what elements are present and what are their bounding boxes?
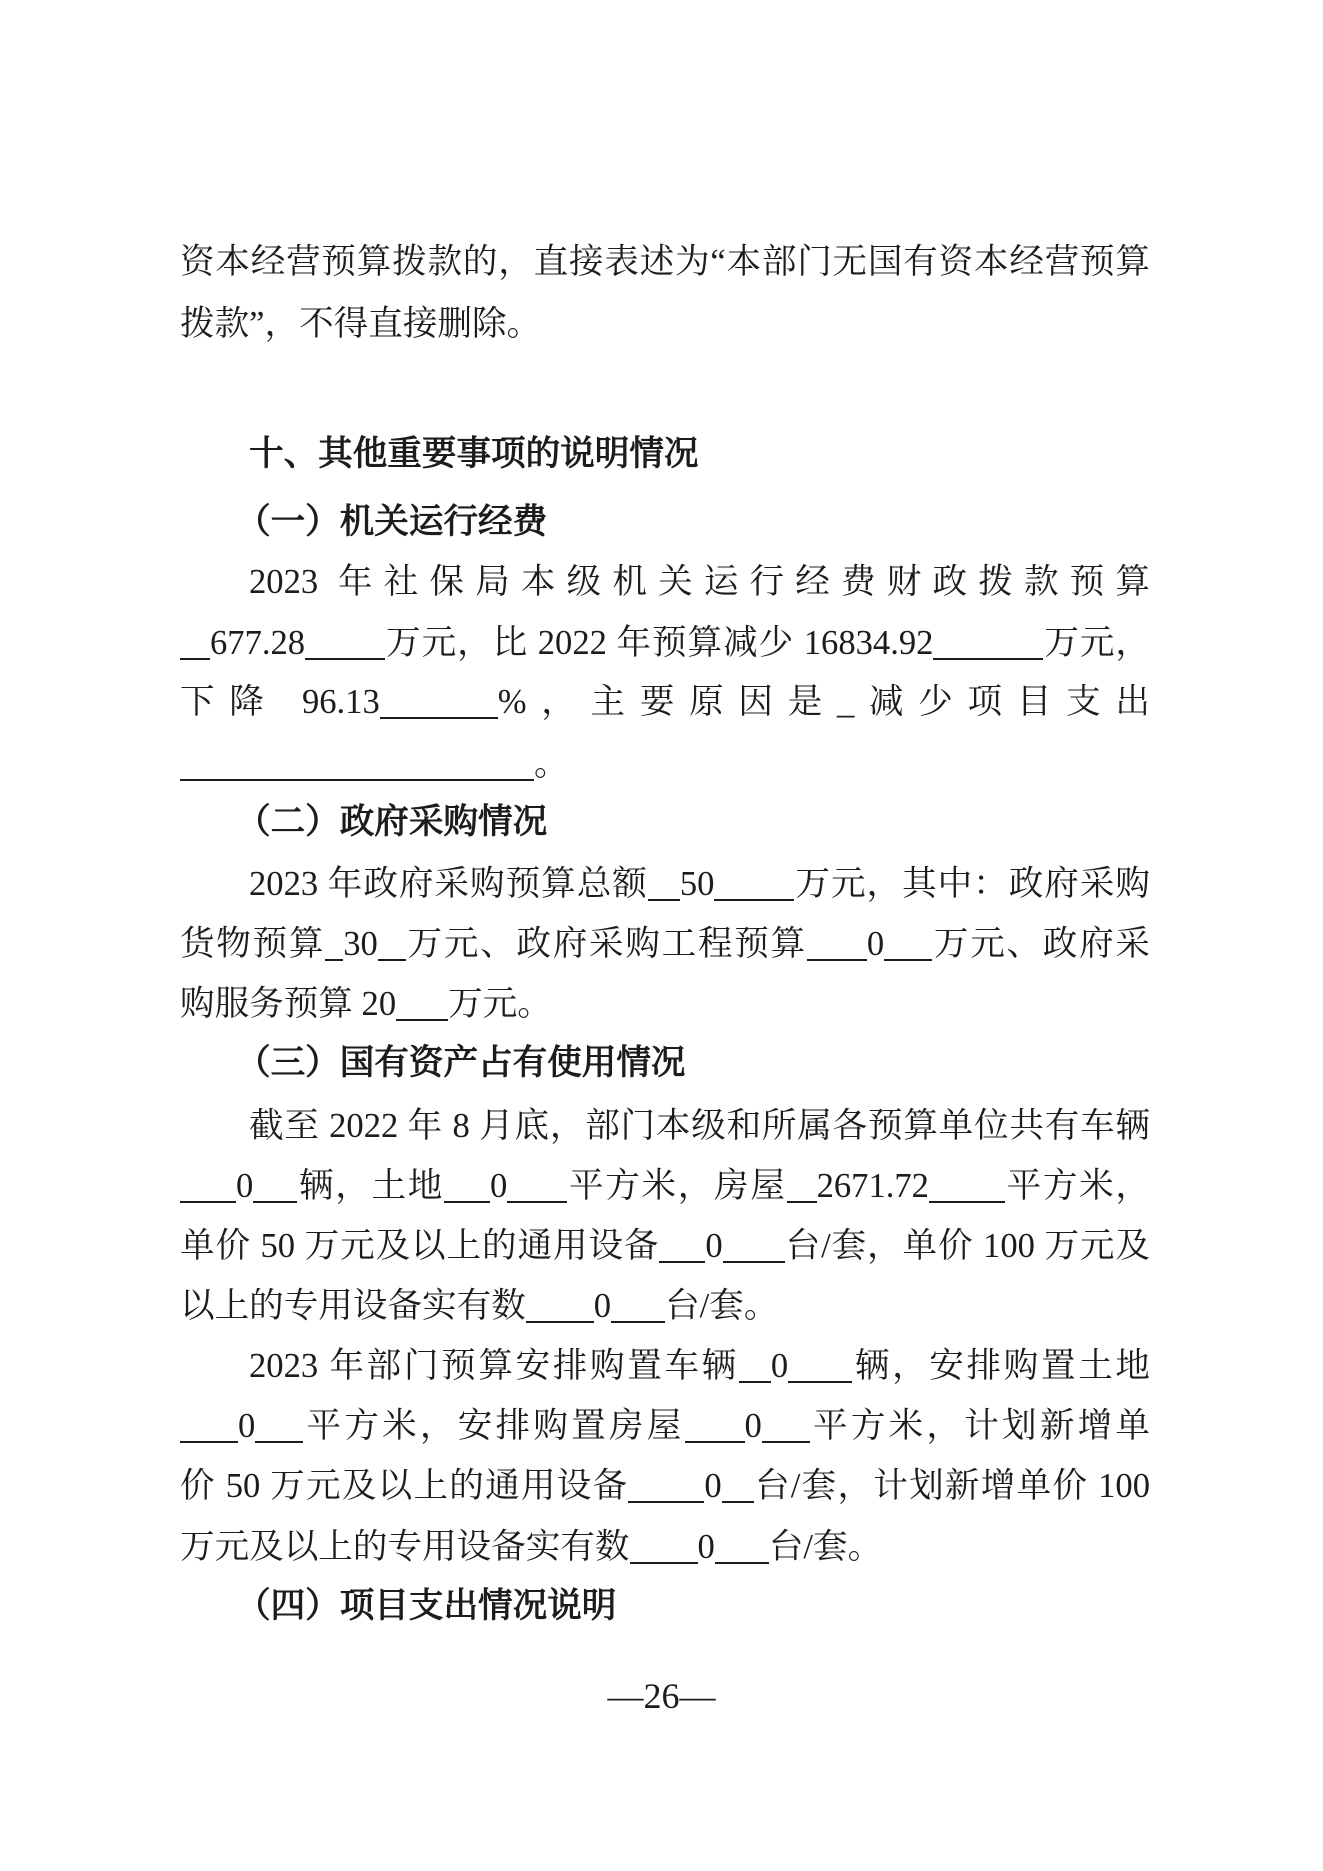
planned-land: 0 bbox=[238, 1407, 256, 1445]
vehicles-count: 0 bbox=[236, 1167, 254, 1205]
planned-vehicles: 0 bbox=[770, 1347, 789, 1385]
fill-in-blank bbox=[255, 1411, 303, 1443]
text: 平方米，安排购置房屋 bbox=[303, 1407, 685, 1445]
fill-in-blank bbox=[933, 628, 1043, 660]
fill-in-blank bbox=[787, 1171, 817, 1203]
text: 。 bbox=[534, 745, 569, 783]
page-number: —26— bbox=[607, 1676, 716, 1716]
paragraph-line bbox=[180, 672, 1150, 732]
text: 下降 bbox=[180, 683, 302, 721]
paragraph-line bbox=[180, 734, 1150, 794]
fill-in-blank bbox=[180, 1411, 238, 1443]
procurement-works: 0 bbox=[866, 925, 885, 963]
text: %，主要原因是_减少项目支出 bbox=[497, 683, 1150, 721]
procurement-goods: 30 bbox=[343, 925, 378, 963]
fill-in-blank bbox=[715, 1532, 769, 1564]
paragraph-line bbox=[249, 1336, 1150, 1396]
text: 台/套。 bbox=[768, 1528, 883, 1566]
fill-in-blank bbox=[507, 1171, 567, 1203]
paragraph-line bbox=[180, 974, 1150, 1034]
fill-in-blank bbox=[180, 1171, 236, 1203]
fill-in-blank bbox=[630, 1532, 698, 1564]
fill-in-blank bbox=[305, 628, 385, 660]
paragraph-line bbox=[249, 552, 1150, 612]
fill-in-blank bbox=[659, 1231, 705, 1263]
fill-in-blank bbox=[180, 628, 210, 660]
text: 2023 年政府采购预算总额 bbox=[249, 865, 648, 903]
subsection-heading-assets: （三）国有资产占有使用情况 bbox=[236, 1044, 686, 1082]
fill-in-blank bbox=[807, 929, 867, 961]
fill-in-blank bbox=[714, 869, 794, 901]
fill-in-blank bbox=[628, 1471, 704, 1503]
fill-in-blank bbox=[685, 1411, 745, 1443]
text: 货物预算 bbox=[180, 925, 326, 963]
text: 台/套。 bbox=[665, 1287, 779, 1325]
planned-special-equipment: 0 bbox=[697, 1528, 715, 1566]
fill-in-blank bbox=[648, 869, 680, 901]
text: 平方米，计划新增单 bbox=[809, 1407, 1151, 1445]
paragraph-line bbox=[180, 1216, 1150, 1276]
text: 截至 2022 年 8 月底，部门本级和所属各预算单位共有车辆 bbox=[249, 1107, 1150, 1145]
text: 万元、政府采购工程预算 bbox=[405, 925, 807, 963]
fill-in-blank bbox=[884, 929, 932, 961]
general-equipment-count: 0 bbox=[705, 1227, 723, 1265]
fill-in-blank bbox=[325, 929, 343, 961]
fill-in-blank bbox=[739, 1351, 771, 1383]
text: 拨款”，不得直接删除。 bbox=[180, 305, 542, 343]
text: 辆，土地 bbox=[297, 1167, 445, 1205]
text: 万元、政府采 bbox=[932, 925, 1150, 963]
text: 台/套，单价 100 万元及 bbox=[784, 1227, 1150, 1265]
text: 平方米， bbox=[1004, 1167, 1151, 1205]
text: 万元， bbox=[1043, 624, 1151, 662]
fill-in-blank bbox=[444, 1171, 490, 1203]
text: 单价 50 万元及以上的通用设备 bbox=[180, 1227, 660, 1265]
planned-housing: 0 bbox=[744, 1407, 762, 1445]
procurement-total: 50 bbox=[679, 865, 715, 903]
paragraph-line bbox=[180, 232, 1150, 292]
text: 以上的专用设备实有数 bbox=[180, 1287, 526, 1325]
paragraph-line bbox=[249, 1096, 1150, 1156]
text: 万元，比 2022 年预算减少 bbox=[385, 624, 804, 662]
fill-in-blank bbox=[723, 1231, 785, 1263]
fill-in-blank bbox=[380, 687, 498, 719]
text: 万元及以上的专用设备实有数 bbox=[180, 1528, 630, 1566]
section-heading: 十、其他重要事项的说明情况 bbox=[249, 434, 699, 474]
text: 万元。 bbox=[448, 985, 552, 1023]
fill-in-blank bbox=[762, 1411, 810, 1443]
decrease-amount: 16834.92 bbox=[803, 624, 934, 662]
paragraph-line bbox=[180, 1156, 1150, 1216]
text: 平方米，房屋 bbox=[567, 1167, 787, 1205]
procurement-services: 20 bbox=[361, 985, 397, 1023]
text: 价 50 万元及以上的通用设备 bbox=[180, 1467, 629, 1505]
text: 台/套，计划新增单价 100 bbox=[753, 1467, 1150, 1505]
subsection-heading-operating-costs: （一）机关运行经费 bbox=[236, 503, 548, 541]
fill-in-blank bbox=[378, 929, 406, 961]
budget-amount: 677.28 bbox=[210, 624, 306, 662]
fill-in-blank bbox=[253, 1171, 297, 1203]
text: 购服务预算 bbox=[180, 985, 362, 1023]
paragraph-line bbox=[180, 1396, 1150, 1456]
fill-in-blank bbox=[180, 749, 534, 781]
paragraph-line bbox=[180, 613, 1150, 673]
text: 2023 年部门预算安排购置车辆 bbox=[249, 1347, 739, 1385]
fill-in-blank bbox=[611, 1291, 665, 1323]
text: 2023 年社保局本级机关运行经费财政拨款预算 bbox=[249, 563, 1150, 601]
paragraph-line bbox=[180, 1517, 1150, 1577]
land-area: 0 bbox=[490, 1167, 508, 1205]
subsection-heading-procurement: （二）政府采购情况 bbox=[236, 803, 548, 841]
text: 资本经营预算拨款的，直接表述为“本部门无国有资本经营预算 bbox=[180, 243, 1150, 281]
paragraph-line bbox=[180, 294, 1150, 354]
housing-area: 2671.72 bbox=[816, 1167, 929, 1205]
subsection-heading-project-expenditure: （四）项目支出情况说明 bbox=[236, 1587, 617, 1625]
decrease-percent: 96.13 bbox=[301, 683, 380, 721]
fill-in-blank bbox=[396, 989, 448, 1021]
fill-in-blank bbox=[526, 1291, 594, 1323]
fill-in-blank bbox=[788, 1351, 852, 1383]
paragraph-line bbox=[249, 854, 1150, 914]
text: 辆，安排购置土地 bbox=[852, 1347, 1150, 1385]
planned-general-equipment: 0 bbox=[704, 1467, 722, 1505]
fill-in-blank bbox=[929, 1171, 1005, 1203]
paragraph-line bbox=[180, 1456, 1150, 1516]
special-equipment-count: 0 bbox=[593, 1287, 612, 1325]
fill-in-blank bbox=[722, 1471, 754, 1503]
text: 万元，其中：政府采购 bbox=[794, 865, 1150, 903]
paragraph-line bbox=[180, 914, 1150, 974]
paragraph-line bbox=[180, 1276, 1150, 1336]
